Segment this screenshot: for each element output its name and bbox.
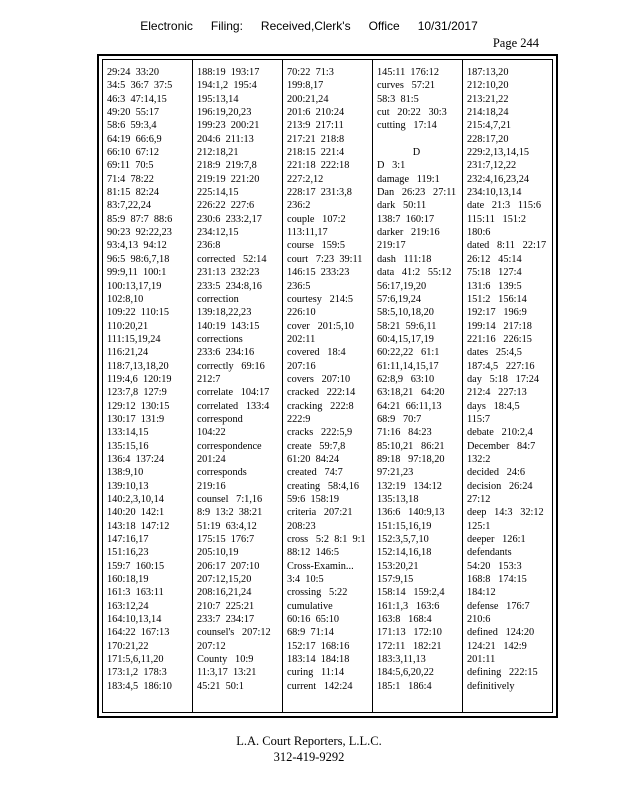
index-entry: 3:4 10:5 <box>287 574 324 586</box>
index-entry: 164:22 167:13 <box>107 627 170 639</box>
index-entry: 119:4,6 120:19 <box>107 373 172 385</box>
index-entry: Cross-Examin... <box>287 560 354 572</box>
index-entry: 206:17 207:10 <box>197 560 260 572</box>
index-entry: 151:16,23 <box>107 547 149 559</box>
index-column <box>192 60 282 712</box>
index-entry: 175:15 176:7 <box>197 534 255 546</box>
index-entry: 157:9,15 <box>377 574 414 586</box>
index-frame <box>97 54 558 718</box>
index-entry: 163:12,24 <box>107 600 149 612</box>
index-entry: 96:5 98:6,7,18 <box>107 253 170 265</box>
index-entry: 204:6 211:13 <box>197 133 254 145</box>
index-entry: 213:21,22 <box>467 93 509 105</box>
index-entry: 183:14 184:18 <box>287 654 350 666</box>
index-entry: cover 201:5,10 <box>287 320 354 332</box>
index-entry: Dan 26:23 27:11 <box>377 187 457 199</box>
index-entry: 66:10 67:12 <box>107 147 160 159</box>
index-entry: December 84:7 <box>467 440 536 452</box>
index-entry: 236:8 <box>197 240 221 252</box>
index-entry: create 59:7,8 <box>287 440 346 452</box>
index-entry: definitively <box>467 680 515 692</box>
index-entry: 109:22 110:15 <box>107 307 169 319</box>
index-entry: 104:22 <box>197 427 226 439</box>
index-column <box>103 60 192 712</box>
index-entry: 159:7 160:15 <box>107 560 165 572</box>
index-entry: 227:2,12 <box>287 173 324 185</box>
index-entry: 200:21,24 <box>287 93 329 105</box>
index-entry: County 10:9 <box>197 654 254 666</box>
index-entry: 212:7 <box>197 373 221 385</box>
index-entry: 146:15 233:23 <box>287 267 350 279</box>
index-entry: 81:15 82:24 <box>107 187 160 199</box>
index-entry: couple 107:2 <box>287 213 346 225</box>
index-entry: cross 5:2 8:1 9:1 <box>287 534 366 546</box>
index-entry: 199:8,17 <box>287 80 324 92</box>
index-entry: 58:3 81:5 <box>377 93 419 105</box>
index-entry: 234:10,13,14 <box>467 187 522 199</box>
index-entry: 138:9,10 <box>107 467 144 479</box>
index-entry: 207:12 <box>197 640 226 652</box>
index-entry: crossing 5:22 <box>287 587 348 599</box>
index-entry: deep 14:3 32:12 <box>467 507 544 519</box>
index-entry: 147:16,17 <box>107 534 149 546</box>
index-entry: 188:19 193:17 <box>197 67 260 78</box>
index-entry: 69:11 70:5 <box>107 160 154 172</box>
index-entry: decision 26:24 <box>467 480 533 492</box>
index-entry: defining 222:15 <box>467 667 538 679</box>
index-entry: 152:14,16,18 <box>377 547 432 559</box>
index-entry: 56:17,19,20 <box>377 280 427 292</box>
index-entry: 132:2 <box>467 453 491 465</box>
index-entry: 59:6 158:19 <box>287 494 340 505</box>
index-entry: day 5:18 17:24 <box>467 373 540 385</box>
index-entry: 225:14,15 <box>197 187 239 199</box>
index-entry: 118:7,13,18,20 <box>107 360 169 372</box>
index-entry: 212:18,21 <box>197 147 239 159</box>
index-entry: 140:19 143:15 <box>197 320 260 332</box>
index-entry: 133:14,15 <box>107 427 149 439</box>
index-entry: 210:7 225:21 <box>197 600 255 612</box>
index-entry: corresponds <box>197 467 247 479</box>
index-entry: 201:6 210:24 <box>287 107 345 119</box>
index-entry: 151:15,16,19 <box>377 520 432 532</box>
index-entry: 152:3,5,7,10 <box>377 534 429 546</box>
index-entry: 213:9 217:11 <box>287 120 344 132</box>
index-entry: 208:16,21,24 <box>197 587 252 599</box>
index-entry: cracked 222:14 <box>287 387 356 399</box>
index-entry: correspondence <box>197 440 262 452</box>
index-entry <box>377 133 462 146</box>
index-entry: 201:24 <box>197 453 226 465</box>
index-entry: 171:13 172:10 <box>377 627 442 639</box>
index-entry: correspond <box>197 413 243 425</box>
filing-stamp-word: 10/31/2017 <box>417 19 478 33</box>
index-entry: 195:13,14 <box>197 93 239 105</box>
index-entry: 218:9 219:7,8 <box>197 160 257 172</box>
index-entry: 194:1,2 195:4 <box>197 80 257 92</box>
index-entry: 85:10,21 86:21 <box>377 440 445 452</box>
index-entry: 97:21,23 <box>377 467 414 479</box>
index-entry: 113:11,17 <box>287 227 328 239</box>
index-entry: 205:10,19 <box>197 547 239 559</box>
index-entry: 99:9,11 100:1 <box>107 267 167 279</box>
index-entry: 168:8 174:15 <box>467 574 527 586</box>
index-entry: courtesy 214:5 <box>287 293 354 305</box>
filing-stamp-word: Office <box>368 19 400 33</box>
index-entry: 183:4,5 186:10 <box>107 680 172 692</box>
index-entry: 185:1 186:4 <box>377 680 432 692</box>
index-entry: counsel's 207:12 <box>197 627 271 639</box>
index-entry: 152:17 168:16 <box>287 640 350 652</box>
index-entry: 89:18 97:18,20 <box>377 453 445 465</box>
index-entry: 138:7 160:17 <box>377 213 435 225</box>
index-entry: 217:21 218:8 <box>287 133 345 145</box>
index-entry: corrections <box>197 333 243 345</box>
index-entry: 130:17 131:9 <box>107 413 165 425</box>
index-entry: 161:3 163:11 <box>107 587 164 599</box>
index-entry: 153:20,21 <box>377 560 419 572</box>
index-entry: covers 207:10 <box>287 373 351 385</box>
index-entry: 100:13,17,19 <box>107 280 162 292</box>
index-entry: defined 124:20 <box>467 627 535 639</box>
index-entry: decided 24:6 <box>467 467 526 479</box>
page-number: Page 244 <box>492 36 539 50</box>
index-entry: 180:6 <box>467 227 491 239</box>
index-entry: 115:11 151:2 <box>467 213 527 225</box>
index-entry: 54:20 153:3 <box>467 560 522 572</box>
index-entry: 60:4,15,17,19 <box>377 333 434 345</box>
index-entry: 85:9 87:7 88:6 <box>107 213 173 225</box>
filing-stamp-word: Electronic <box>140 19 193 33</box>
index-entry: 143:18 147:12 <box>107 520 170 532</box>
filing-stamp-word: Received,Clerk's <box>260 19 351 33</box>
index-entry: 228:17 231:3,8 <box>287 187 352 199</box>
index-entry: 170:21,22 <box>107 640 149 652</box>
index-entry: correlated 133:4 <box>197 400 270 412</box>
index-entry: 125:1 <box>467 520 491 532</box>
index-entry: 222:9 <box>287 413 311 425</box>
index-entry: correlate 104:17 <box>197 387 270 399</box>
index-entry: 232:4,16,23,24 <box>467 173 530 185</box>
index-entry: 49:20 55:17 <box>107 107 160 119</box>
index-entry: 229:2,13,14,15 <box>467 147 530 159</box>
index-entry: 196:19,20,23 <box>197 107 252 119</box>
index-entry: 139:18,22,23 <box>197 307 252 319</box>
index-entry: 58:21 59:6,11 <box>377 320 437 332</box>
index-entry: 90:23 92:22,23 <box>107 227 172 239</box>
index-entry: 45:21 50:1 <box>197 680 244 692</box>
index-entry: 124:21 142:9 <box>467 640 527 652</box>
index-entry: defendants <box>467 547 512 559</box>
index-entry: dates 25:4,5 <box>467 347 522 359</box>
index-entry: correctly 69:16 <box>197 360 265 372</box>
index-column <box>462 60 552 712</box>
index-entry: 207:12,15,20 <box>197 574 252 586</box>
index-entry: 231:13 232:23 <box>197 267 260 279</box>
index-entry: 212:4 227:13 <box>467 387 527 399</box>
index-entry: deeper 126:1 <box>467 534 526 546</box>
index-entry: 26:12 45:14 <box>467 253 522 265</box>
index-entry: 151:2 156:14 <box>467 293 527 305</box>
index-entry: 71:4 78:22 <box>107 173 154 185</box>
index-entry: 64:19 66:6,9 <box>107 133 162 145</box>
index-entry: 233:6 234:16 <box>197 347 255 359</box>
index-entry: 60:22,22 61:1 <box>377 347 440 359</box>
index-entry: 228:17,20 <box>467 133 509 145</box>
index-entry: 51:19 63:4,12 <box>197 520 257 532</box>
index-entry: 46:3 47:14,15 <box>107 93 167 105</box>
index-entry: 158:14 159:2,4 <box>377 587 445 599</box>
index-entry: 221:18 222:18 <box>287 160 350 172</box>
index-entry: 57:6,19,24 <box>377 293 422 305</box>
index-entry: court 7:23 39:11 <box>287 253 363 265</box>
index-entry: 70:22 71:3 <box>287 67 334 78</box>
index-entry: 102:8,10 <box>107 293 144 305</box>
index-entry: 210:6 <box>467 614 491 626</box>
index-entry: corrected 52:14 <box>197 253 267 265</box>
reporter-name: L.A. Court Reporters, L.L.C. <box>236 734 382 748</box>
index-entry: 236:2 <box>287 200 311 212</box>
index-entry: course 159:5 <box>287 240 346 252</box>
index-entry: darker 219:16 <box>377 227 440 239</box>
index-entry: 116:21,24 <box>107 347 149 359</box>
filing-stamp-word: Filing: <box>210 19 243 33</box>
index-entry: 110:20,21 <box>107 320 149 332</box>
index-entry: 215:4,7,21 <box>467 120 512 132</box>
index-entry: D <box>412 147 421 159</box>
index-entry: 202:11 <box>287 333 316 345</box>
index-entry: 136:6 140:9,13 <box>377 507 445 519</box>
index-entry: 183:3,11,13 <box>377 654 426 666</box>
index-entry: 173:1,2 178:3 <box>107 667 167 679</box>
index-entry: 164:10,13,14 <box>107 614 162 626</box>
index-entry: 123:7,8 127:9 <box>107 387 167 399</box>
index-entry: 140:20 142:1 <box>107 507 165 519</box>
index-entry: 192:17 196:9 <box>467 307 527 319</box>
index-entry: 184:5,6,20,22 <box>377 667 434 679</box>
index-entry: 58:6 59:3,4 <box>107 120 157 132</box>
index-entry: 34:5 36:7 37:5 <box>107 80 173 92</box>
index-entry: 201:11 <box>467 654 496 666</box>
index-entry: 226:10 <box>287 307 316 319</box>
index-column <box>282 60 372 712</box>
index-entry: 226:22 227:6 <box>197 200 255 212</box>
index-entry: 75:18 127:4 <box>467 267 522 279</box>
index-entry: 29:24 33:20 <box>107 67 160 78</box>
index-entry: 88:12 146:5 <box>287 547 340 559</box>
index-entry: 145:11 176:12 <box>377 67 439 78</box>
index-entry: 233:5 234:8,16 <box>197 280 262 292</box>
index-entry: 199:14 217:18 <box>467 320 532 332</box>
reporter-phone: 312-419-9292 <box>273 750 345 764</box>
index-entry: D 3:1 <box>377 160 406 172</box>
index-entry: 115:7 <box>467 413 491 425</box>
index-entry: 219:19 221:20 <box>197 173 260 185</box>
index-entry: 11:3,17 13:21 <box>197 667 257 679</box>
index-entry: 184:12 <box>467 587 496 599</box>
index-entry: current 142:24 <box>287 680 353 692</box>
index-entry: creating 58:4,16 <box>287 480 360 492</box>
index-entry: curves 57:21 <box>377 80 436 92</box>
filing-stamp <box>0 19 618 33</box>
index-entry: 68:9 71:14 <box>287 627 334 639</box>
index-entry: cracking 222:8 <box>287 400 354 412</box>
index-column <box>372 60 462 712</box>
index-entry: 129:12 130:15 <box>107 400 170 412</box>
index-entry: 64:21 66:11,13 <box>377 400 442 412</box>
index-entry: 161:1,3 163:6 <box>377 600 440 612</box>
index-entry: days 18:4,5 <box>467 400 520 412</box>
index-entry: cumulative <box>287 600 333 612</box>
index-entry: 60:16 65:10 <box>287 614 340 626</box>
index-entry: 111:15,19,24 <box>107 333 161 345</box>
index-entry: 132:19 134:12 <box>377 480 442 492</box>
index-entry: 27:12 <box>467 494 491 505</box>
index-entry: 135:15,16 <box>107 440 149 452</box>
index-entry: 231:7,12,22 <box>467 160 517 172</box>
index-entry: date 21:3 115:6 <box>467 200 541 212</box>
index-entry: 68:9 70:7 <box>377 413 422 425</box>
index-entry: 136:4 137:24 <box>107 453 165 465</box>
index-entry: dark 50:11 <box>377 200 427 212</box>
index-entry: 214:18,24 <box>467 107 509 119</box>
index-entry: defense 176:7 <box>467 600 530 612</box>
index-entry: 233:7 234:17 <box>197 614 255 626</box>
index-entry: 160:18,19 <box>107 574 149 586</box>
index-entry: 171:5,6,11,20 <box>107 654 164 666</box>
index-entry: 163:8 168:4 <box>377 614 432 626</box>
index-entry: 63:18,21 64:20 <box>377 387 445 399</box>
index-entry: damage 119:1 <box>377 173 440 185</box>
index-entry: dash 111:18 <box>377 253 432 265</box>
index-entry: 208:23 <box>287 520 316 532</box>
index-entry: 218:15 221:4 <box>287 147 345 159</box>
index-entry: 199:23 200:21 <box>197 120 260 132</box>
index-entry: 93:4,13 94:12 <box>107 240 167 252</box>
index-entry: covered 18:4 <box>287 347 346 359</box>
index-columns <box>102 59 553 713</box>
index-entry: 236:5 <box>287 280 311 292</box>
index-entry: criteria 207:21 <box>287 507 353 519</box>
index-entry: 62:8,9 63:10 <box>377 373 435 385</box>
index-entry: 230:6 233:2,17 <box>197 213 262 225</box>
index-entry: 8:9 13:2 38:21 <box>197 507 263 519</box>
index-entry: 140:2,3,10,14 <box>107 494 164 505</box>
index-entry: correction <box>197 293 239 305</box>
index-entry: 61:11,14,15,17 <box>377 360 439 372</box>
index-entry: 172:11 182:21 <box>377 640 442 652</box>
index-entry: 187:13,20 <box>467 67 509 78</box>
index-entry: cut 20:22 30:3 <box>377 107 447 119</box>
index-entry: counsel 7:1,16 <box>197 494 263 505</box>
index-entry: 212:10,20 <box>467 80 509 92</box>
index-entry: created 74:7 <box>287 467 343 479</box>
index-entry: cracks 222:5,9 <box>287 427 353 439</box>
index-entry: 221:16 226:15 <box>467 333 532 345</box>
index-entry: 61:20 84:24 <box>287 453 340 465</box>
index-entry: data 41:2 55:12 <box>377 267 452 279</box>
index-entry: dated 8:11 22:17 <box>467 240 547 252</box>
index-entry: 207:16 <box>287 360 316 372</box>
index-entry: cutting 17:14 <box>377 120 437 132</box>
index-entry: 187:4,5 227:16 <box>467 360 535 372</box>
index-entry: 131:6 139:5 <box>467 280 522 292</box>
index-entry: curing 11:14 <box>287 667 345 679</box>
index-entry: 135:13,18 <box>377 494 419 505</box>
index-entry: 58:5,10,18,20 <box>377 307 434 319</box>
index-entry: 83:7,22,24 <box>107 200 152 212</box>
index-entry: 139:10,13 <box>107 480 149 492</box>
index-entry: 234:12,15 <box>197 227 239 239</box>
index-entry: 219:16 <box>197 480 226 492</box>
index-entry: 219:17 <box>377 240 406 252</box>
index-entry: 71:16 84:23 <box>377 427 432 439</box>
index-entry: debate 210:2,4 <box>467 427 533 439</box>
